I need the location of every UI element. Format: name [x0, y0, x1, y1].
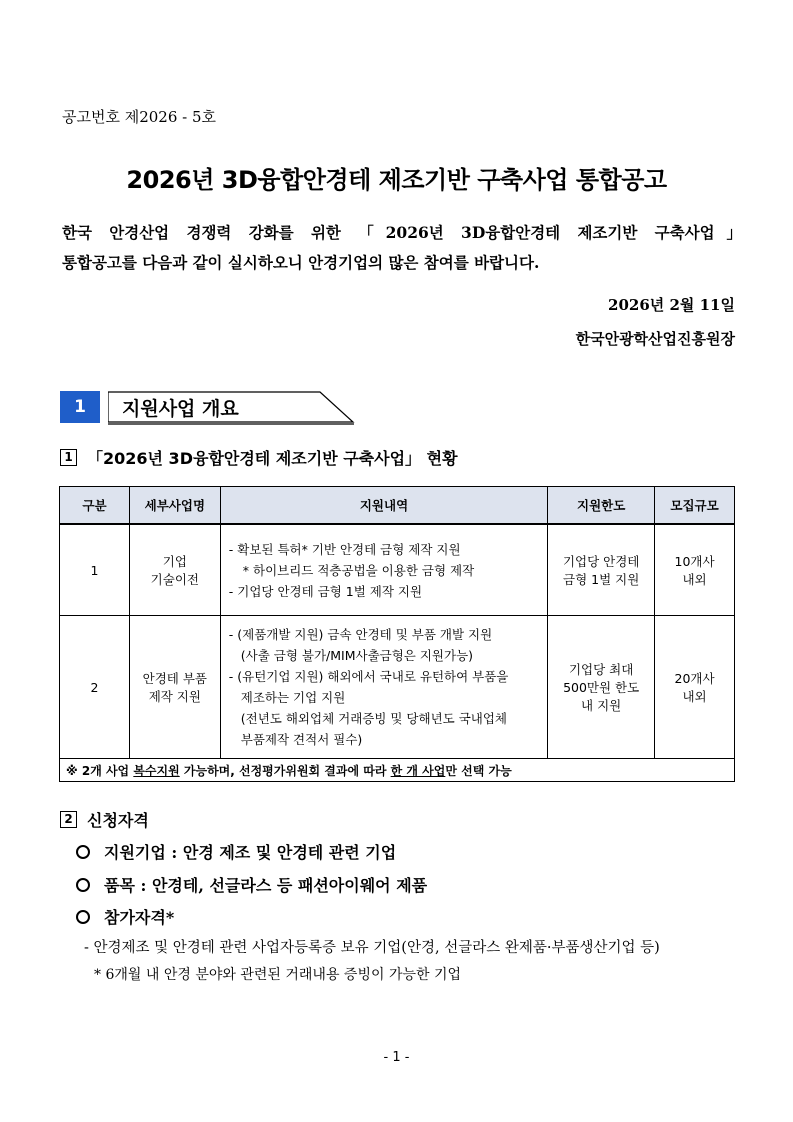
table-header-cell: 지원내역: [220, 487, 547, 525]
notice-date: 2026년 2월 11일: [608, 296, 735, 314]
table-row: [60, 616, 735, 759]
list-item: [76, 840, 396, 863]
limit-line: 내 지원: [581, 698, 622, 713]
detail-line: 제조하는 기업 지원: [240, 690, 346, 705]
subsection-2-number: 2: [60, 811, 77, 828]
detail-line: (전년도 해외업체 거래증빙 및 당해년도 국내업체: [240, 711, 508, 726]
table-header-row: [60, 487, 735, 525]
section-1-number-badge: 1: [60, 391, 100, 423]
circle-bullet-icon: [76, 878, 90, 892]
scale-line: 내외: [682, 572, 707, 587]
detail-line: (사출 금형 불가/MIM사출금형은 지원가능): [240, 648, 474, 663]
limit-line: 금형 1벌 지원: [563, 572, 640, 587]
note-text: ※ 2개 사업: [66, 763, 134, 778]
program-name: [129, 524, 220, 616]
bullet-text: 지원기업 : 안경 제조 및 안경테 관련 기업: [104, 843, 397, 862]
subsection-1-number: 1: [60, 449, 77, 466]
subsection-1-title: 「2026년 3D융합안경테 제조기반 구축사업」 현황: [87, 449, 458, 468]
note-text: 가능하며, 선정평가위원회 결과에 따라: [179, 763, 391, 778]
intro-line-1: 한국 안경산업 경쟁력 강화를 위한 「2026년 3D융합안경테 제조기반 구축사업」: [62, 223, 742, 242]
issuer-name: 한국안광학산업진흥원장: [575, 330, 735, 348]
table-note-row: [60, 759, 735, 782]
support-limit: [548, 616, 655, 759]
eligibility-detail: - 안경제조 및 안경테 관련 사업자등록증 보유 기업(안경, 선글라스 완제품·부품생산기업 등): [84, 940, 660, 956]
circle-bullet-icon: [76, 845, 90, 859]
bullet-text: 참가자격*: [104, 908, 175, 927]
note-text: 만 선택 가능: [445, 763, 512, 778]
table-row: [60, 524, 735, 616]
list-item: [76, 873, 427, 896]
note-underlined: 복수지원: [133, 763, 180, 778]
scale-line: 내외: [682, 689, 707, 704]
detail-line: 부품제작 견적서 필수): [240, 732, 363, 747]
table-header-cell: 세부사업명: [129, 487, 220, 525]
limit-line: 500만원 한도: [563, 680, 640, 695]
program-name: [129, 616, 220, 759]
table-header-cell: 지원한도: [548, 487, 655, 525]
scale-line: 20개사: [674, 671, 715, 686]
detail-line: * 하이브리드 적층공법을 이용한 금형 제작: [242, 562, 475, 578]
intro-paragraph: [62, 218, 742, 278]
scale-line: 10개사: [674, 554, 715, 569]
detail-line: - 확보된 특허* 기반 안경테 금형 제작 지원: [228, 541, 461, 557]
page-number: - 1 -: [383, 1050, 410, 1065]
program-name-line: 기술이전: [150, 572, 199, 587]
circle-bullet-icon: [76, 910, 90, 924]
table-header-cell: 구분: [60, 487, 130, 525]
row-number: 1: [60, 524, 130, 616]
subsection-1-heading: [60, 446, 458, 469]
list-item: [76, 905, 174, 928]
bullet-text: 품목 : 안경테, 선글라스 등 패션아이웨어 제품: [104, 876, 428, 895]
program-status-table: [59, 486, 735, 782]
support-limit: [548, 524, 655, 616]
program-name-line: 제작 지원: [148, 689, 201, 704]
section-1-title: 지원사업 개요: [122, 397, 239, 420]
limit-line: 기업당 최대: [568, 662, 634, 677]
support-details: [220, 524, 547, 616]
notice-number: 공고번호 제2026 - 5호: [62, 108, 217, 126]
subsection-2-title: 신청자격: [87, 811, 149, 830]
detail-line: - (제품개발 지원) 금속 안경테 및 부품 개발 지원: [228, 627, 493, 642]
page-title: 2026년 3D융합안경테 제조기반 구축사업 통합공고: [126, 166, 667, 194]
table-header-cell: 모집규모: [655, 487, 735, 525]
row-number: 2: [60, 616, 130, 759]
support-details: [220, 616, 547, 759]
program-name-line: 기업: [162, 554, 187, 569]
detail-line: - 기업당 안경테 금형 1벌 제작 지원: [228, 583, 423, 599]
subsection-2-heading: [60, 808, 149, 831]
detail-line: - (유턴기업 지원) 해외에서 국내로 유턴하여 부품을: [228, 669, 509, 684]
intro-line-2: 통합공고를 다음과 같이 실시하오니 안경기업의 많은 참여를 바랍니다.: [62, 253, 540, 272]
note-underlined: 한 개 사업: [390, 763, 446, 778]
recruit-scale: [655, 616, 735, 759]
recruit-scale: [655, 524, 735, 616]
table-note: [60, 759, 735, 782]
eligibility-footnote: * 6개월 내 안경 분야와 관련된 거래내용 증빙이 가능한 기업: [94, 967, 462, 983]
limit-line: 기업당 안경테: [562, 554, 640, 569]
program-name-line: 안경테 부품: [142, 671, 208, 686]
